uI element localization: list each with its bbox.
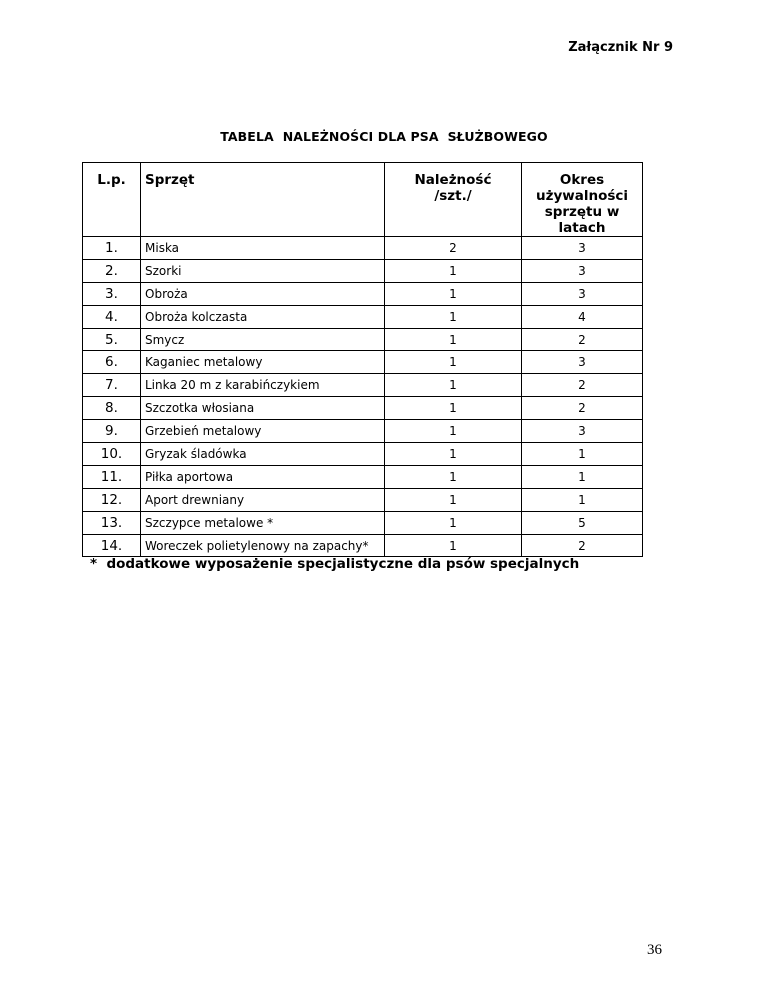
cell-period: 1	[522, 488, 643, 511]
cell-quantity: 1	[385, 282, 522, 305]
cell-period: 1	[522, 465, 643, 488]
cell-equipment: Szczypce metalowe *	[141, 511, 385, 534]
table-row	[83, 305, 643, 328]
cell-quantity: 1	[385, 511, 522, 534]
table-row	[83, 397, 643, 420]
cell-quantity: 2	[385, 237, 522, 260]
cell-period: 4	[522, 305, 643, 328]
cell-equipment: Piłka aportowa	[141, 465, 385, 488]
cell-period: 1	[522, 443, 643, 466]
cell-equipment: Kaganiec metalowy	[141, 351, 385, 374]
cell-lp: 3.	[83, 282, 141, 305]
cell-quantity: 1	[385, 328, 522, 351]
header-lp: L.p.	[83, 163, 141, 237]
header-period	[522, 163, 643, 237]
cell-lp: 7.	[83, 374, 141, 397]
cell-lp: 11.	[83, 465, 141, 488]
annex-label: Załącznik Nr 9	[568, 40, 673, 55]
cell-lp: 1.	[83, 237, 141, 260]
table-row	[83, 534, 643, 557]
cell-quantity: 1	[385, 374, 522, 397]
cell-quantity: 1	[385, 488, 522, 511]
header-period-line1: Okres	[559, 172, 605, 188]
cell-lp: 10.	[83, 443, 141, 466]
cell-equipment: Smycz	[141, 328, 385, 351]
cell-period: 3	[522, 237, 643, 260]
cell-period: 3	[522, 420, 643, 443]
header-quantity-line1: Należność	[414, 172, 492, 188]
cell-equipment: Grzebień metalowy	[141, 420, 385, 443]
cell-equipment: Szorki	[141, 259, 385, 282]
footnote: * dodatkowe wyposażenie specjalistyczne dla psów specjalnych	[90, 556, 580, 572]
table-row	[83, 443, 643, 466]
document-title: TABELA NALEŻNOŚCI DLA PSA SŁUŻBOWEGO	[220, 129, 548, 144]
cell-period: 3	[522, 259, 643, 282]
table-row	[83, 328, 643, 351]
cell-period: 3	[522, 282, 643, 305]
cell-period: 2	[522, 328, 643, 351]
cell-quantity: 1	[385, 351, 522, 374]
cell-lp: 4.	[83, 305, 141, 328]
page-number: 36	[647, 942, 662, 958]
table-header-row	[83, 163, 643, 237]
cell-period: 2	[522, 534, 643, 557]
cell-quantity: 1	[385, 420, 522, 443]
table-row	[83, 259, 643, 282]
cell-equipment: Gryzak śladówka	[141, 443, 385, 466]
header-equipment: Sprzęt	[141, 163, 385, 237]
header-period-line3: sprzętu w latach	[544, 204, 620, 236]
cell-period: 2	[522, 374, 643, 397]
cell-period: 5	[522, 511, 643, 534]
header-quantity	[385, 163, 522, 237]
cell-period: 3	[522, 351, 643, 374]
cell-lp: 14.	[83, 534, 141, 557]
allowance-table	[82, 162, 643, 557]
cell-equipment: Obroża	[141, 282, 385, 305]
cell-quantity: 1	[385, 534, 522, 557]
cell-quantity: 1	[385, 397, 522, 420]
table-row	[83, 488, 643, 511]
table-row	[83, 374, 643, 397]
table-row	[83, 282, 643, 305]
header-period-line2: używalności	[535, 188, 629, 204]
cell-quantity: 1	[385, 305, 522, 328]
cell-lp: 12.	[83, 488, 141, 511]
cell-lp: 13.	[83, 511, 141, 534]
cell-lp: 9.	[83, 420, 141, 443]
cell-equipment: Woreczek polietylenowy na zapachy*	[141, 534, 385, 557]
cell-equipment: Linka 20 m z karabińczykiem	[141, 374, 385, 397]
table-row	[83, 465, 643, 488]
cell-equipment: Aport drewniany	[141, 488, 385, 511]
cell-equipment: Szczotka włosiana	[141, 397, 385, 420]
table-row	[83, 237, 643, 260]
table-row	[83, 351, 643, 374]
cell-quantity: 1	[385, 443, 522, 466]
cell-quantity: 1	[385, 259, 522, 282]
table-row	[83, 511, 643, 534]
cell-equipment: Obroża kolczasta	[141, 305, 385, 328]
table-row	[83, 420, 643, 443]
cell-lp: 6.	[83, 351, 141, 374]
cell-period: 2	[522, 397, 643, 420]
cell-equipment: Miska	[141, 237, 385, 260]
cell-lp: 5.	[83, 328, 141, 351]
header-quantity-line2: /szt./	[434, 188, 472, 204]
cell-lp: 2.	[83, 259, 141, 282]
cell-lp: 8.	[83, 397, 141, 420]
cell-quantity: 1	[385, 465, 522, 488]
